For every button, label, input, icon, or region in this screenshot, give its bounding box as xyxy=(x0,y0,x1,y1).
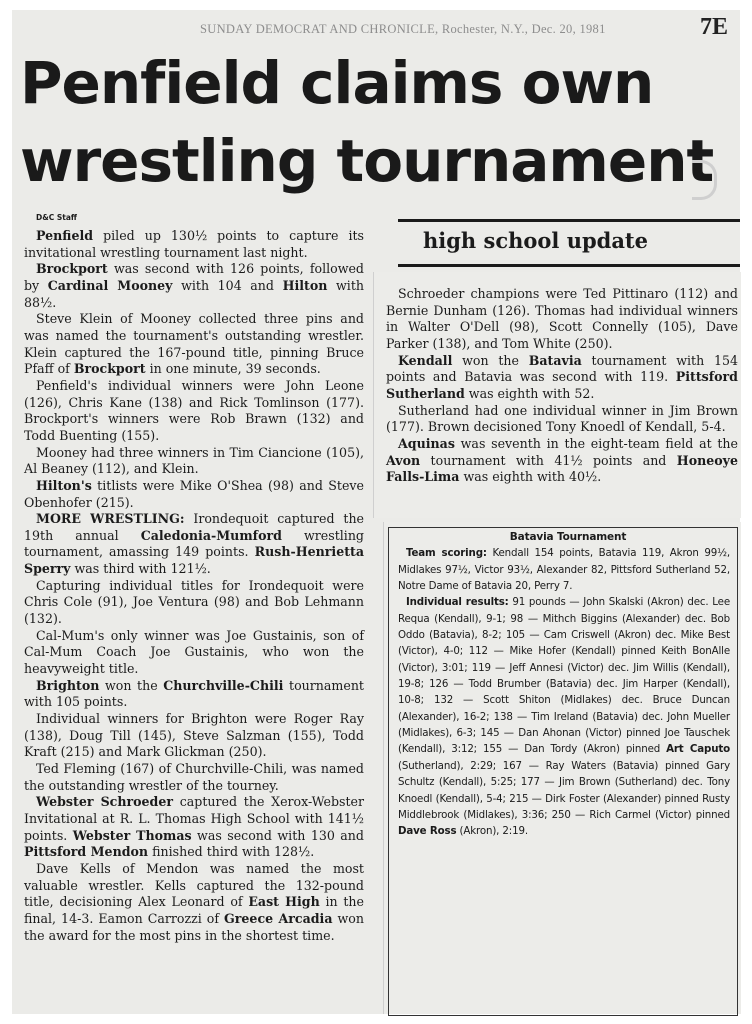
page-number: 7E xyxy=(700,14,729,40)
results-box xyxy=(398,529,730,840)
masthead: SUNDAY DEMOCRAT AND CHRONICLE, Rochester, N.Y., Dec. 20, 1981 xyxy=(200,22,606,36)
results-box-title: Batavia Tournament xyxy=(509,531,627,543)
paragraph: Kendall won the Batavia tournament with 154 points and Batavia was second with 119. Pittsford Sutherland was eighth with 52. xyxy=(386,352,738,401)
paragraph: Dave Kells of Mendon was named the most valuable wrestler. Kells captured the 132-pound title, decisioning Alex Leonard of East High in the final, 14-3. Eamon Carrozzi of Greece Arcadia won the award for the most pins in the shortest time. xyxy=(24,860,364,943)
partial-letter-mark xyxy=(692,160,717,200)
paragraph: Aquinas was seventh in the eight-team field at the Avon tournament with 41½ points and Honeoye Falls-Lima was eighth with 40½. xyxy=(386,435,738,485)
paragraph: MORE WRESTLING: Irondequoit captured the 19th annual Caledonia-Mumford wrestling tournament, amassing 149 points. Rush-Henrietta Sperry was third with 121½. xyxy=(24,511,365,577)
headline: Penfield claims own wrestling tournament xyxy=(20,49,714,195)
paragraph: Webster Schroeder captured the Xerox-Webster Invitational at R. L. Thomas High School with 141½ points. Webster Thomas was second with 130 and Pittsford Mendon finished third with 128½. xyxy=(24,794,364,860)
paragraph: Brighton won the Churchville-Chili tournament with 105 points. xyxy=(24,677,364,710)
paragraph: Hilton's titlists were Mike O'Shea (98) and Steve Obenhofer (215). xyxy=(24,477,364,510)
article-column-1 xyxy=(24,228,364,944)
paragraph: Penfield's individual winners were John Leone (126), Chris Kane (138) and Rick Tomlinson (177). Brockport's winners were Rob Brawn (132) and Todd Buenting (155). xyxy=(24,377,364,443)
results-box-body xyxy=(398,545,730,839)
paragraph: Capturing individual titles for Irondequoit were Chris Cole (91), Joe Ventura (98) and Bob Lehmann (132). xyxy=(24,577,364,627)
section-tag: high school update xyxy=(423,228,648,253)
byline: D&C Staff xyxy=(36,213,78,222)
article-column-2 xyxy=(386,286,738,486)
paragraph: Penfield piled up 130½ points to capture its invitational wrestling tournament last night. xyxy=(24,228,364,260)
section-rule-bottom xyxy=(398,264,740,267)
paragraph: Ted Fleming (167) of Churchville-Chili, was named the outstanding wrestler of the tourney. xyxy=(24,761,364,793)
paragraph: Schroeder champions were Ted Pittinaro (112) and Bernie Dunham (126). Thomas had individual winners in Walter O'Dell (98), Scott Connelly (105), Dave Parker (138), and Tom White (250). xyxy=(386,286,738,351)
paragraph: Mooney had three winners in Tim Ciancione (105), Al Beaney (112), and Klein. xyxy=(24,444,364,477)
paragraph: Individual winners for Brighton were Roger Ray (138), Doug Till (145), Steve Salzman (155), Todd Kraft (215) and Mark Glickman (250). xyxy=(24,711,364,760)
paragraph: Individual results: 91 pounds — John Skalski (Akron) dec. Lee Requa (Kendall), 9-1; 98 — Mithch Biggins (Alexander) dec. Bob Oddo (Batavia), 8-2; 105 — Cam Criswell (Akron) dec. Mike Best (Victor), 4-0; 112 — Mike Hofer (Kendall) pinned Keith BonAlle (Victor), 3:01; 119 — Jeff Annesi (Victor) dec. Jim Willis (Kendall), 19-8; 126 — Todd Brumber (Batavia) dec. Jim Harper (Kendall), 10-8; 132 — Scott Shiton (Midlakes) dec. Bruce Duncan (Alexander), 16-2; 138 — Tim Ireland (Batavia) dec. John Mueller (Midlakes), 6-3; 145 — Dan Ahonan (Victor) pinned Joe Tauschek (Kendall), 3:12; 155 — Dan Tordy (Akron) pinned Art Caputo (Sutherland), 2:29; 167 — Ray Waters (Batavia) pinned Gary Schultz (Kendall), 5:25; 177 — Jim Brown (Sutherland) dec. Tony Knoedl (Kendall), 5-4; 215 — Dirk Foster (Alexander) pinned Rusty Middlebrook (Midlakes), 3:36; 250 — Rich Carmel (Victor) pinned Dave Ross (Akron), 2:19. xyxy=(398,596,730,838)
paragraph: Steve Klein of Mooney collected three pins and was named the tournament's outstanding wrestler. Klein captured the 167-pound title, pinning Bruce Pfaff of Brockport in one minute, 39 seconds. xyxy=(24,311,364,377)
paragraph: Sutherland had one individual winner in Jim Brown (177). Brown decisioned Tony Knoedl of Kendall, 5-4. xyxy=(386,402,738,435)
paragraph: Cal-Mum's only winner was Joe Gustainis, son of Cal-Mum Coach Joe Gustainis, who won the heavyweight title. xyxy=(24,627,364,677)
paragraph: Brockport was second with 126 points, followed by Cardinal Mooney with 104 and Hilton with 88½. xyxy=(24,261,364,310)
paragraph: Team scoring: Kendall 154 points, Batavia 119, Akron 99½, Midlakes 97½, Victor 93½, Alexander 82, Pittsford Sutherland 52, Notre Dame of Batavia 20, Perry 7. xyxy=(398,547,731,593)
section-rule-top xyxy=(398,219,740,222)
